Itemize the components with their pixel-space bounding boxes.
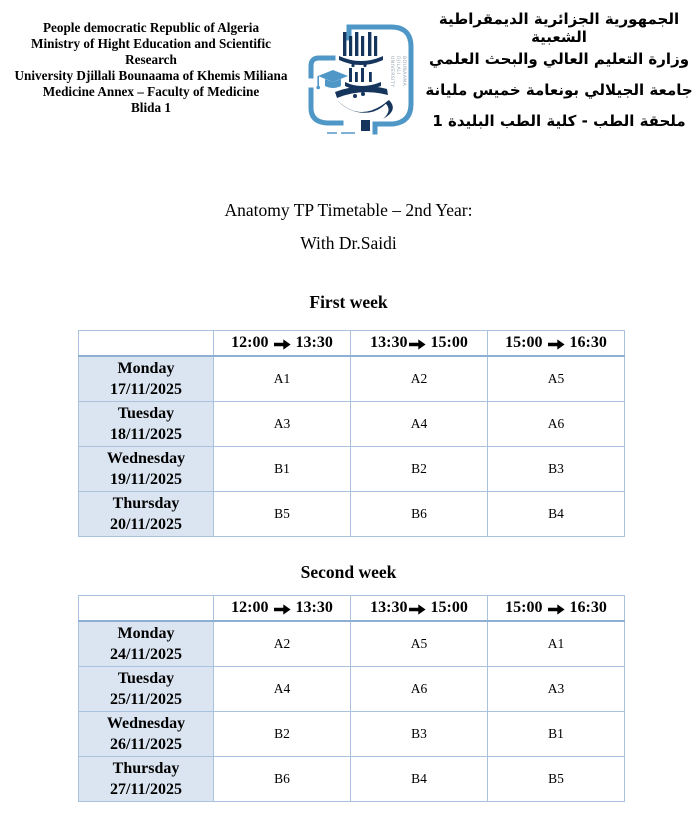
time-start: 15:00	[505, 334, 543, 351]
university-logo-graphic	[303, 20, 421, 144]
group-cell: A3	[214, 401, 351, 446]
group-cell: A6	[488, 401, 625, 446]
timetable-row	[79, 756, 625, 801]
arrow-right-icon	[274, 604, 291, 615]
arrow-right-icon	[548, 339, 565, 350]
time-slot-label	[214, 599, 350, 617]
logo-calligraphy	[335, 32, 393, 131]
group-cell: B4	[488, 491, 625, 536]
day-name: Monday	[117, 359, 175, 377]
group-cell: A5	[488, 356, 625, 401]
group-cell: B5	[488, 756, 625, 801]
day-cell	[79, 756, 214, 801]
group-cell: B2	[214, 711, 351, 756]
timetable-row	[79, 711, 625, 756]
day-cell	[79, 621, 214, 666]
time-start: 12:00	[231, 334, 269, 351]
logo-vertical-text-1: UNIVERSITY	[389, 56, 394, 88]
day-date: 25/11/2025	[109, 690, 182, 708]
group-cell: A3	[488, 666, 625, 711]
group-cell: B1	[488, 711, 625, 756]
header-english-line: University Djillali Bounaama of Khemis Miliana	[14, 67, 288, 83]
day-name: Monday	[117, 624, 175, 642]
logo-vertical-text-2: DJILALI	[395, 56, 400, 75]
logo-vertical-text-3: BOUNAAMA	[401, 56, 406, 87]
group-cell: A4	[351, 401, 488, 446]
time-slot-header	[214, 596, 351, 622]
time-slot-label	[351, 334, 487, 352]
group-cell: B5	[214, 491, 351, 536]
day-name: Thursday	[112, 759, 180, 777]
day-date: 18/11/2025	[109, 425, 182, 443]
group-cell: A1	[488, 621, 625, 666]
group-cell: A5	[351, 621, 488, 666]
time-start: 13:30	[370, 599, 408, 616]
group-cell: B3	[351, 711, 488, 756]
group-cell: B2	[351, 446, 488, 491]
timetable-row	[79, 491, 625, 536]
group-cell: B6	[214, 756, 351, 801]
time-slot-header	[488, 596, 625, 622]
timetable-row	[79, 401, 625, 446]
day-cell	[79, 666, 214, 711]
day-name: Tuesday	[117, 404, 175, 422]
timetable-row	[79, 446, 625, 491]
timetable-first-week	[78, 330, 625, 537]
graduation-cap-icon	[316, 70, 348, 89]
time-end: 13:30	[295, 334, 333, 351]
week-heading-second: Second week	[300, 562, 397, 582]
group-cell: B3	[488, 446, 625, 491]
day-date: 17/11/2025	[109, 380, 182, 398]
arrow-right-icon	[409, 604, 426, 615]
time-end: 16:30	[569, 334, 607, 351]
day-date: 19/11/2025	[109, 470, 182, 488]
time-start: 13:30	[370, 334, 408, 351]
group-cell: B6	[351, 491, 488, 536]
header-english-line: Medicine Annex – Faculty of Medicine	[42, 83, 260, 99]
group-cell: B4	[351, 756, 488, 801]
header-arabic-block	[425, 9, 693, 136]
day-date: 27/11/2025	[109, 780, 182, 798]
time-start: 15:00	[505, 599, 543, 616]
time-end: 16:30	[569, 599, 607, 616]
week-heading-first: First week	[309, 292, 388, 312]
header-arabic-line: وزارة التعليم العالي والبحث العلمي	[428, 49, 690, 68]
day-name: Wednesday	[106, 449, 186, 467]
time-header-row	[79, 331, 625, 357]
university-logo	[303, 20, 421, 144]
time-end: 15:00	[430, 334, 468, 351]
day-date: 24/11/2025	[109, 645, 182, 663]
time-slot-label	[351, 599, 487, 617]
header-english-line: People democratic Republic of Algeria	[42, 20, 260, 35]
time-slot-header	[351, 331, 488, 357]
header-english-line: Ministry of Hight Education and Scientific Research	[31, 35, 271, 67]
day-cell	[79, 491, 214, 536]
day-name: Tuesday	[117, 669, 175, 687]
time-slot-header	[351, 596, 488, 622]
corner-cell	[79, 596, 214, 622]
header-arabic-line: جامعة الجيلالي بونعامة خميس مليانة	[425, 80, 693, 99]
time-header-row	[79, 596, 625, 622]
header-arabic-line: الجمهورية الجزائرية الديمقراطية الشعبية	[438, 9, 680, 46]
group-cell: A4	[214, 666, 351, 711]
group-cell: A2	[351, 356, 488, 401]
day-cell	[79, 356, 214, 401]
time-end: 13:30	[295, 599, 333, 616]
timetable-second-week	[78, 595, 625, 802]
day-name: Thursday	[112, 494, 180, 512]
timetable-row	[79, 621, 625, 666]
day-cell	[79, 711, 214, 756]
time-slot-header	[214, 331, 351, 357]
time-slot-header	[488, 331, 625, 357]
document-subtitle: With Dr.Saidi	[300, 233, 397, 253]
arrow-right-icon	[548, 604, 565, 615]
group-cell: A2	[214, 621, 351, 666]
header-arabic-line: ملحقة الطب - كلية الطب البليدة 1	[432, 111, 686, 130]
header-english-line: Blida 1	[131, 99, 171, 115]
day-cell	[79, 446, 214, 491]
timetable-row	[79, 356, 625, 401]
group-cell: A6	[351, 666, 488, 711]
time-slot-label	[214, 334, 350, 352]
time-end: 15:00	[430, 599, 468, 616]
day-name: Wednesday	[106, 714, 186, 732]
time-start: 12:00	[231, 599, 269, 616]
group-cell: B1	[214, 446, 351, 491]
time-slot-label	[488, 334, 624, 352]
document-title: Anatomy TP Timetable – 2nd Year:	[224, 200, 473, 220]
group-cell: A1	[214, 356, 351, 401]
day-date: 26/11/2025	[109, 735, 182, 753]
arrow-right-icon	[409, 339, 426, 350]
day-date: 20/11/2025	[109, 515, 182, 533]
timetable-row	[79, 666, 625, 711]
corner-cell	[79, 331, 214, 357]
day-cell	[79, 401, 214, 446]
arrow-right-icon	[274, 339, 291, 350]
time-slot-label	[488, 599, 624, 617]
header-english-block	[6, 20, 296, 115]
